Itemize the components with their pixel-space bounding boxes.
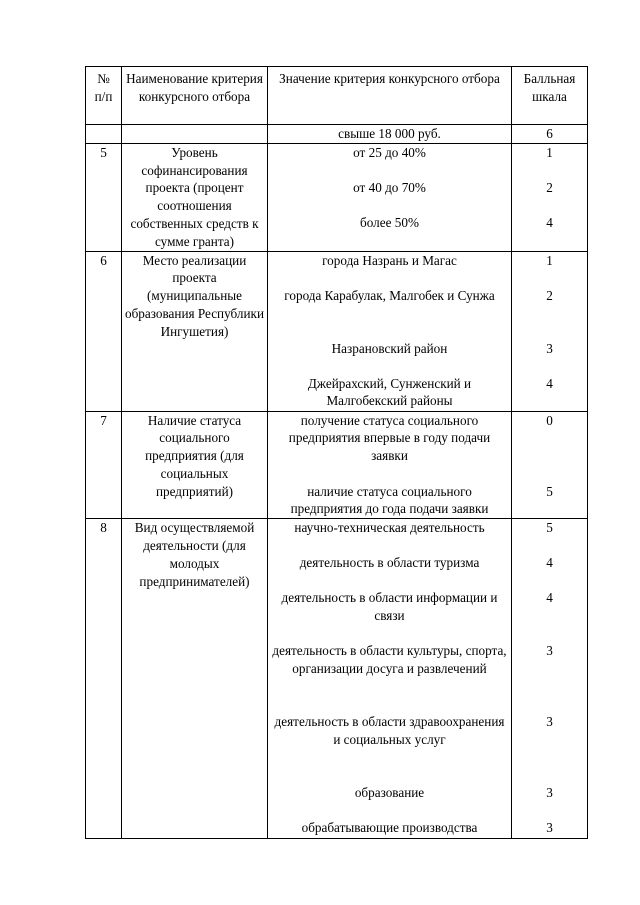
header-value: Значение критерия конкурсного отбора [268,67,512,125]
value-item: Назрановский район [331,340,448,356]
score-item: 1 [546,252,553,268]
score-item: 1 [546,144,553,160]
value-item: наличие статуса социального предприятия до года подачи заявки [290,483,489,517]
score-item: 3 [546,340,553,356]
row-values [268,411,512,519]
row-criterion: Наличие статуса социального предприятия (для социальных предприятий) [122,411,268,519]
row-scores [512,519,588,839]
row-scores [512,251,588,411]
score-item: 2 [546,179,553,195]
row-value: свыше 18 000 руб. [268,125,512,144]
row-num: 7 [86,411,122,519]
score-item: 5 [546,483,553,499]
criteria-table [85,66,588,839]
score-item: 3 [546,714,553,730]
table-row [86,125,588,144]
header-criterion: Наименование критерия конкурсного отбора [122,67,268,125]
value-item: Джейрахский, Сунженский и Малгобекский районы [307,375,472,409]
score-item: 0 [546,412,553,428]
row-scores [512,143,588,251]
row-score: 6 [512,125,588,144]
score-item: 4 [546,375,553,391]
value-item: деятельность в области культуры, спорта, организации досуга и развлечений [272,643,507,676]
row-num: 6 [86,251,122,411]
score-item: 4 [546,590,553,606]
value-item: более 50% [360,214,419,230]
score-item: 4 [546,555,553,571]
row-num: 5 [86,143,122,251]
value-item: деятельность в области здравоохранения и социальных услуг [274,714,505,747]
value-item: от 25 до 40% [353,144,426,160]
row-criterion [122,125,268,144]
value-item: деятельность в области туризма [299,555,480,571]
row-num [86,125,122,144]
row-criterion: Вид осуществляемой деятельности (для молодых предпринимателей) [122,519,268,839]
value-item: образование [354,785,425,801]
row-criterion: Место реализации проекта (муниципальные образования Республики Ингушетия) [122,251,268,411]
table-row [86,519,588,839]
score-item: 2 [546,287,553,303]
value-item: от 40 до 70% [353,179,426,195]
score-item: 3 [546,643,553,659]
score-item: 4 [546,214,553,230]
value-item: получение статуса социального предприятия впервые в году подачи заявки [288,412,491,464]
row-criterion: Уровень софинансирования проекта (процент соотношения собственных средств к сумме гранта) [122,143,268,251]
score-item: 3 [546,820,553,836]
value-item: обрабатывающие производства [301,820,478,836]
row-values [268,251,512,411]
table-row [86,251,588,411]
row-num: 8 [86,519,122,839]
score-item: 5 [546,520,553,536]
header-score: Балльная шкала [512,67,588,125]
header-num: № п/п [86,67,122,125]
header-row [86,67,588,125]
row-values [268,143,512,251]
row-values [268,519,512,839]
table-row [86,143,588,251]
table-row [86,411,588,519]
value-item: деятельность в области информации и связи [281,590,498,623]
score-item: 3 [546,785,553,801]
value-item: города Назрань и Магас [322,252,457,268]
row-scores [512,411,588,519]
value-item: города Карабулак, Малгобек и Сунжа [284,287,495,303]
value-item: научно-техническая деятельность [294,520,485,536]
